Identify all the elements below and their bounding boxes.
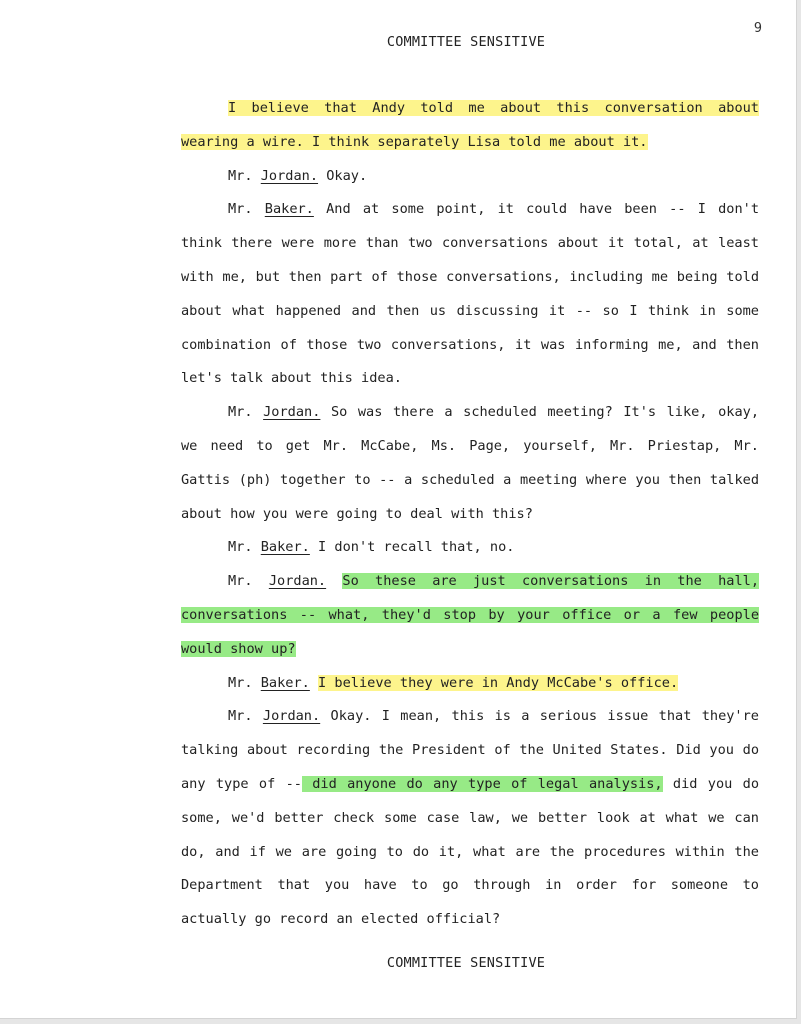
- speaker-name: Jordan.: [260, 167, 319, 184]
- speaker-prefix: Mr.: [228, 539, 253, 556]
- transcript-body: [181, 92, 759, 937]
- paragraph-text: I don't recall that, no.: [318, 539, 515, 556]
- paragraph-text: Okay.: [326, 167, 368, 184]
- speaker-name: Jordan.: [262, 708, 321, 725]
- speaker-name: Baker.: [260, 674, 310, 691]
- transcript-paragraph: [181, 531, 759, 565]
- yellow-highlight: I believe they were in Andy McCabe's office.: [318, 674, 679, 691]
- transcript-paragraph: [181, 667, 759, 701]
- page-footer: COMMITTEE SENSITIVE: [386, 955, 546, 971]
- paragraph-text: So was there a scheduled meeting? It's like, okay, we need to get Mr. McCabe, Ms. Page, yourself, Mr. Priestap, Mr. Gattis (ph) together to -- a scheduled a meeting where you then talked about how you were going to deal with this?: [181, 404, 759, 522]
- green-highlight: So these are just conversations in the hall, conversations -- what, they'd stop by your office or a few people would show up?: [181, 573, 760, 657]
- transcript-paragraph: [181, 160, 759, 194]
- transcript-paragraph: [181, 565, 759, 666]
- speaker-prefix: Mr.: [228, 708, 253, 725]
- page-header: COMMITTEE SENSITIVE: [386, 34, 546, 50]
- page-number: 9: [753, 20, 762, 36]
- speaker-prefix: Mr.: [228, 167, 253, 184]
- speaker-name: Baker.: [264, 201, 314, 218]
- transcript-paragraph: [181, 396, 759, 531]
- paragraph-text: And at some point, it could have been -- I don't think there were more than two conversations about it total, at least with me, but then part of those conversations, including me being told about what happened and then us discussing it -- so I think in some combination of those two conversations, it was informing me, and then let's talk about this idea.: [181, 201, 760, 387]
- paragraph-text: did you do some, we'd better check some case law, we better look at what we can do, and if we are going to do it, what are the procedures within the Department that you have to go through in order for someone to actually go record an elected official?: [181, 775, 760, 928]
- speaker-prefix: Mr.: [228, 573, 253, 590]
- speaker-prefix: Mr.: [228, 674, 253, 691]
- transcript-paragraph: [181, 700, 759, 937]
- speaker-name: Baker.: [260, 539, 310, 556]
- paragraph-text: Okay. I mean, this is a serious issue that they're talking about recording the President of the United States. Did you do any type of --: [181, 708, 759, 792]
- green-highlight: did anyone do any type of legal analysis,: [301, 775, 663, 792]
- speaker-name: Jordan.: [268, 573, 327, 590]
- speaker-name: Jordan.: [263, 404, 321, 421]
- transcript-paragraph: [181, 92, 759, 160]
- transcript-paragraph: [181, 193, 759, 396]
- speaker-prefix: Mr.: [228, 201, 253, 218]
- speaker-prefix: Mr.: [228, 404, 253, 421]
- yellow-highlight: I believe that Andy told me about this conversation about wearing a wire. I think separately Lisa told me about it.: [181, 100, 759, 150]
